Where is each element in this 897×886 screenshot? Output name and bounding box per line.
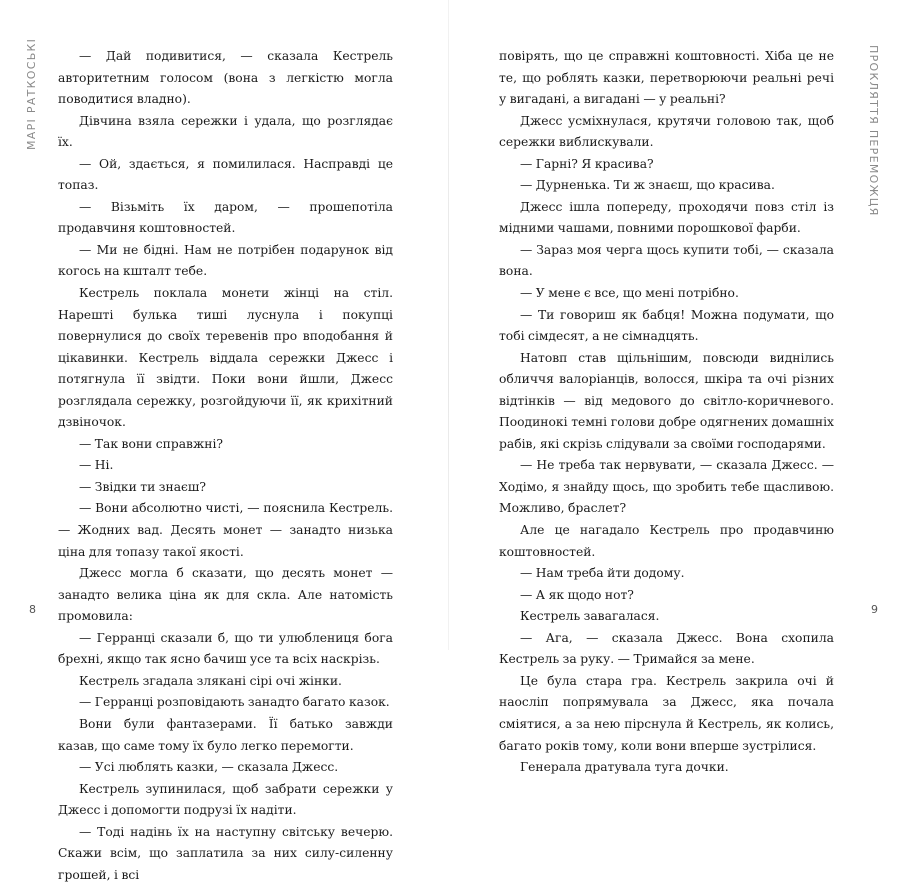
paragraph: Генерала дратувала туга дочки.: [520, 760, 729, 775]
paragraph: Але це нагадало Кестрель про продавчиню коштовностей.: [499, 523, 834, 559]
paragraph: — Герранці розповідають занадто багато казок.: [79, 695, 390, 710]
paragraph: Натовп став щільнішим, повсюди виднілись обличчя валоріанців, волосся, шкіра та очі різних відтінків — від медового до світло-коричневого. Поодинокі темні голови добре одягнених домашніх рабів, які скрізь слідували за своїми господарями.: [499, 350, 834, 451]
right-page: [449, 0, 897, 775]
paragraph: — Нам треба йти додому.: [520, 566, 685, 581]
paragraph: — А як щодо нот?: [520, 587, 634, 602]
paragraph: Кестрель поклала монети жінці на стіл. Нарешті булька тиші луснула і покупці повернулися до своїх теревенів про вподобання й цікавинки. Кестрель віддала сережки Джесс і потягнула її звідти. Поки вони йшли, Джесс розглядала сережку, розгойдуючи її, як крихітний дзвіночок.: [58, 286, 393, 430]
paragraph: Вони були фантазерами. Її батько завжди казав, що саме тому їх було легко перемогти.: [58, 716, 393, 753]
left-page-text: [58, 46, 393, 886]
paragraph: — Не треба так нервувати, — сказала Джесс. — Ходімо, я знайду щось, що зробить тебе щасливою. Можливо, браслет?: [499, 458, 834, 516]
paragraph: — Ми не бідні. Нам не потрібен подарунок від когось на кшталт тебе.: [58, 242, 393, 279]
paragraph: — Вони абсолютно чисті, — пояснила Кестрель. — Жодних вад. Десять монет — занадто низька ціна для топазу такої якості.: [58, 501, 393, 559]
page-number-right: 9: [871, 603, 878, 616]
paragraph: — Візьміть їх даром, — прошепотіла продавчиня коштовностей.: [58, 199, 393, 236]
paragraph: — Звідки ти знаєш?: [79, 479, 206, 494]
paragraph: Джесс ішла попереду, проходячи повз стіл із мідними чашами, повними порошкової фарби.: [499, 199, 834, 236]
paragraph: Дівчина взяла сережки і удала, що розглядає їх.: [58, 113, 393, 150]
paragraph: — Ой, здається, я помилилася. Насправді це топаз.: [58, 156, 393, 193]
paragraph: — Ти говориш як бабця! Можна подумати, що тобі сімдесят, а не сімнадцять.: [499, 307, 834, 344]
running-head-author: МАРІ РАТКОСЬКІ: [25, 37, 38, 150]
paragraph: — Так вони справжні?: [79, 436, 224, 451]
paragraph: — Гарні? Я красива?: [520, 156, 654, 171]
paragraph: Джесс усміхнулася, крутячи головою так, щоб сережки виблискували.: [499, 113, 834, 150]
paragraph: Кестрель згадала злякані сірі очі жінки.: [79, 673, 342, 688]
paragraph-continued: повірять, що це справжні коштовності. Хіба це не те, що роблять казки, перетворюючи реальні речі у вигадані, а вигадані — у реальні?: [499, 49, 834, 107]
paragraph: — Дай подивитися, — сказала Кестрель авторитетним голосом (вона з легкістю могла поводитися владно).: [58, 49, 393, 107]
page-number-left: 8: [29, 603, 36, 616]
left-page: [0, 0, 448, 882]
paragraph: — Дурненька. Ти ж знаєш, що красива.: [520, 178, 775, 193]
paragraph: — Герранці сказали б, що ти улюблениця бога брехні, якщо так ясно бачиш усе та всіх наскрізь.: [58, 630, 393, 667]
paragraph: — Тоді надінь їх на наступну світську вечерю. Скажи всім, що заплатила за них силу-силенну грошей, і всі: [58, 824, 393, 882]
paragraph: — У мене є все, що мені потрібно.: [520, 286, 739, 301]
paragraph: — Усі люблять казки, — сказала Джесс.: [79, 760, 339, 775]
running-head-title: ПРОКЛЯТТЯ ПЕРЕМОЖЦЯ: [867, 45, 880, 217]
paragraph: — Ага, — сказала Джесс. Вона схопила Кестрель за руку. — Тримайся за мене.: [499, 630, 834, 667]
paragraph: Це була стара гра. Кестрель закрила очі й наосліп попрямувала за Джесс, яка почала сміятися, а за нею пірснула й Кестрель, як колись, багато років тому, коли вони вперше зустрілися.: [499, 673, 834, 753]
paragraph: Джесс могла б сказати, що десять монет — занадто велика ціна як для скла. Але натомість промовила:: [58, 566, 393, 624]
paragraph: Кестрель зупинилася, щоб забрати сережки у Джесс і допомогти подрузі їх надіти.: [58, 781, 393, 818]
paragraph: Кестрель завагалася.: [520, 609, 660, 624]
paragraph: — Зараз моя черга щось купити тобі, — сказала вона.: [499, 242, 834, 279]
right-page-text: [499, 46, 834, 779]
paragraph: — Ні.: [79, 458, 114, 473]
